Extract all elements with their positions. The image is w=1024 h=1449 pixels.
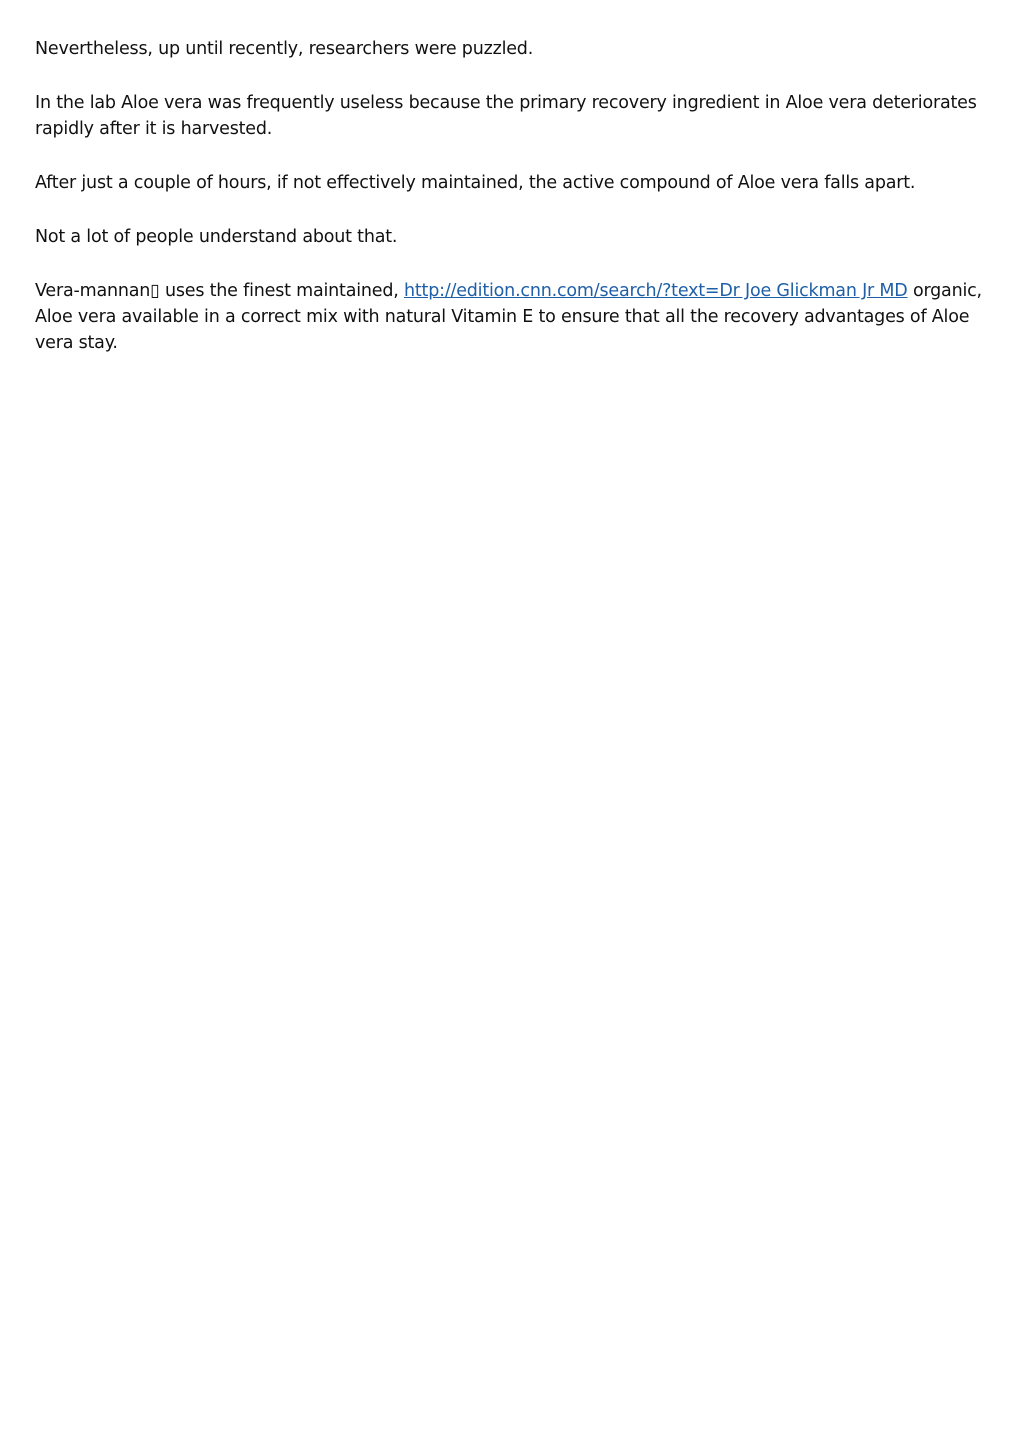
paragraph-researchers-puzzled: Nevertheless, up until recently, researchers were puzzled. <box>35 39 534 59</box>
paragraph-vera-mannan-end: organic, Aloe vera available in a correct mix with natural Vitamin E to ensure that all the recovery advantages of Aloe vera stay. <box>35 281 982 353</box>
paragraph-vera-mannan-start: Vera-mannan▯ uses the finest maintained, <box>35 281 404 301</box>
paragraph-lab-aloe-vera: In the lab Aloe vera was frequently useless because the primary recovery ingredient in Aloe vera deteriorates rapidly after it is harvested. <box>35 93 977 139</box>
cnn-search-link[interactable]: http://edition.cnn.com/search/?text=Dr Joe Glickman Jr MD <box>404 281 908 301</box>
paragraph-vera-mannan <box>35 278 984 356</box>
paragraph-people-understand: Not a lot of people understand about that. <box>35 227 398 247</box>
paragraph-active-compound: After just a couple of hours, if not effectively maintained, the active compound of Aloe vera falls apart. <box>35 173 916 193</box>
